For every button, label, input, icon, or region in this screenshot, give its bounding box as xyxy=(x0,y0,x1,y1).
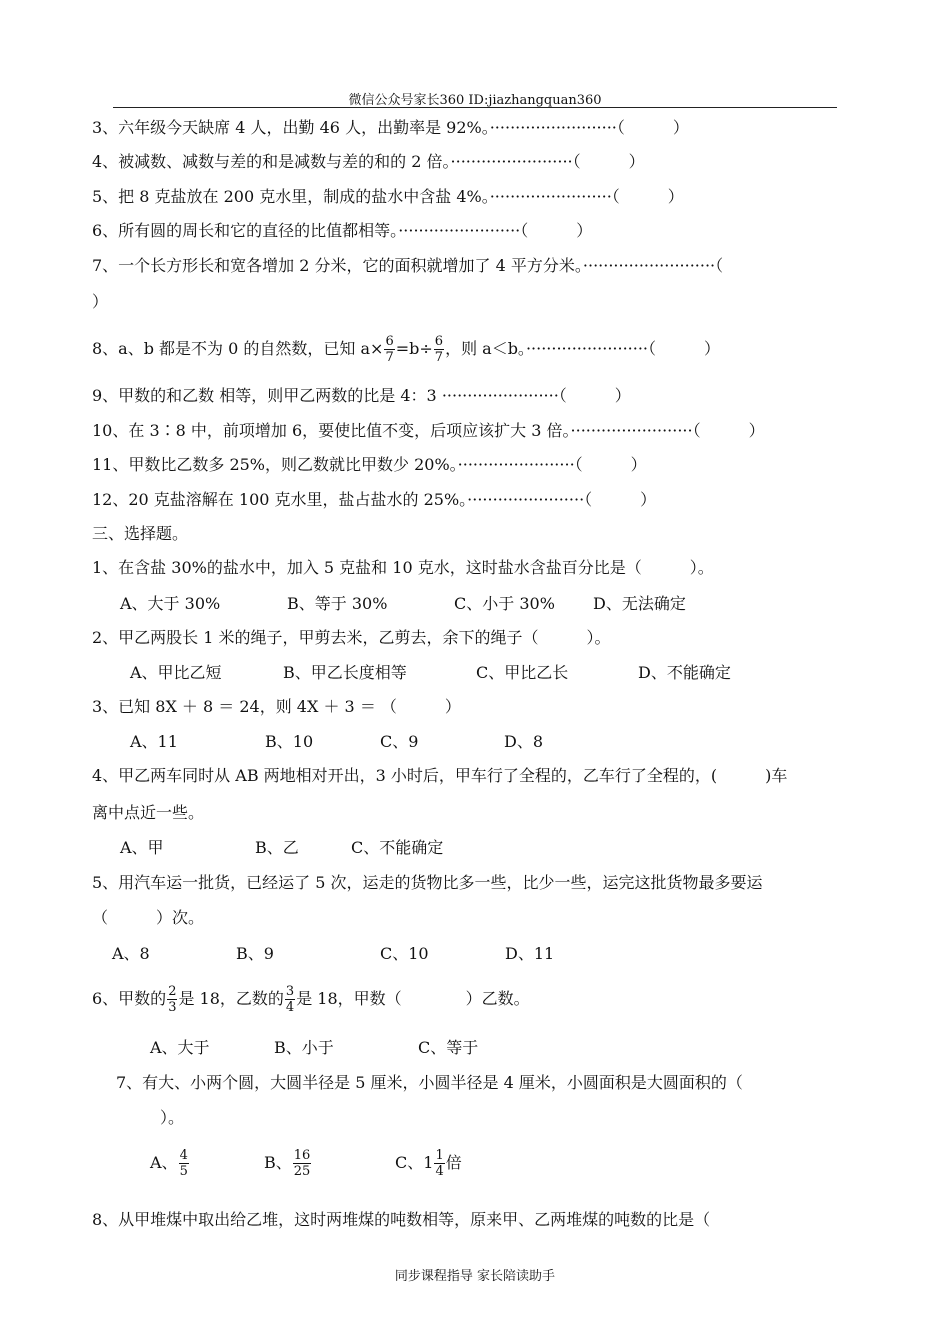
judge-item-10: 10、在 3∶8 中，前项增加 6，要使比值不变，后项应该扩大 3 倍。························（ ） xyxy=(92,421,765,440)
choice-q4-option-b: B、乙 xyxy=(255,838,299,857)
judge-item-7: 7、一个长方形长和宽各增加 2 分米，它的面积就增加了 4 平方分米。··························（ xyxy=(92,256,724,275)
choice-q4-option-c: C、不能确定 xyxy=(351,838,444,857)
fraction-6-7-b: $\frac{6}{7}$ xyxy=(434,334,444,365)
choice-q2-option-a: A、甲比乙短 xyxy=(130,663,222,682)
choice-q5-option-c: C、10 xyxy=(380,944,429,963)
choice-q2-option-d: D、不能确定 xyxy=(638,663,731,682)
section-title: 三、选择题。 xyxy=(92,524,189,543)
choice-q8-stem: 8、从甲堆煤中取出给乙堆，这时两堆煤的吨数相等，原来甲、乙两堆煤的吨数的比是（ xyxy=(92,1210,711,1229)
choice-q4-option-a: A、甲 xyxy=(120,838,164,857)
fraction-4-5: $\frac{4}{5}$ xyxy=(179,1148,188,1179)
choice-q7-stem: 7、有大、小两个圆，大圆半径是 5 厘米，小圆半径是 4 厘米，小圆面积是大圆面积的（ xyxy=(116,1073,743,1092)
choice-q6-option-b: B、小于 xyxy=(274,1038,334,1057)
choice-q1-option-a: A、大于 30% xyxy=(120,594,221,613)
choice-q5-option-a: A、8 xyxy=(112,944,150,963)
judge-item-9: 9、甲数的和乙数 相等，则甲乙两数的比是 4：3 ·······················（ ） xyxy=(92,386,631,405)
choice-q3-option-b: B、10 xyxy=(265,732,314,751)
choice-q1-option-d: D、无法确定 xyxy=(593,594,686,613)
choice-q4-stem: 4、甲乙两车同时从 AB 两地相对开出，3 小时后，甲车行了全程的，乙车行了全程的，( )车 xyxy=(92,766,788,785)
judge-item-3: 3、六年级今天缺席 4 人，出勤 46 人，出勤率是 92%。·························（ ） xyxy=(92,118,689,137)
choice-q3-option-c: C、9 xyxy=(380,732,419,751)
judge-item-5: 5、把 8 克盐放在 200 克水里，制成的盐水中含盐 4%。························（ ） xyxy=(92,187,684,206)
judge-item-4: 4、被减数、减数与差的和是减数与差的和的 2 倍。························（ ） xyxy=(92,152,645,171)
choice-q7-stem-cont: ）。 xyxy=(160,1108,185,1127)
choice-q1-option-b: B、等于 30% xyxy=(287,594,388,613)
choice-q5-stem-cont: （ ）次。 xyxy=(92,908,205,927)
judge-item-8: 8、a、b 都是不为 0 的自然数，已知 a× $\frac{6}{7}$ =b÷ $\frac{6}{7}$ ，则 a＜b。························（ ） xyxy=(92,334,721,365)
header-divider xyxy=(113,107,837,108)
choice-q5-option-b: B、9 xyxy=(236,944,274,963)
fraction-16-25: $\frac{16}{25}$ xyxy=(293,1148,311,1179)
choice-q3-option-d: D、8 xyxy=(504,732,544,751)
choice-q3-stem: 3、已知 8X ＋ 8 ＝ 24，则 4X ＋ 3 ＝ （ ） xyxy=(92,697,461,716)
choice-q6-option-a: A、大于 xyxy=(150,1038,210,1057)
judge-item-11: 11、甲数比乙数多 25%，则乙数就比甲数少 20%。·······················（ ） xyxy=(92,455,647,474)
choice-q6-stem: 6、甲数的 $\frac{2}{3}$ 是 18，乙数的 $\frac{3}{4}$ 是 18，甲数（ ）乙数。 xyxy=(92,984,530,1015)
fraction-1-4: $\frac{1}{4}$ xyxy=(435,1148,444,1179)
choice-q5-stem: 5、用汽车运一批货，已经运了 5 次，运走的货物比多一些，比少一些，运完这批货物最多要运 xyxy=(92,873,763,892)
choice-q5-option-d: D、11 xyxy=(505,944,555,963)
choice-q7-option-b: B、 $\frac{16}{25}$ xyxy=(264,1148,311,1179)
choice-q2-option-c: C、甲比乙长 xyxy=(476,663,569,682)
choice-q7-option-c: C、1 $\frac{1}{4}$ 倍 xyxy=(395,1148,462,1179)
choice-q1-stem: 1、在含盐 30%的盐水中，加入 5 克盐和 10 克水，这时盐水含盐百分比是（ ）。 xyxy=(92,558,714,577)
choice-q6-option-c: C、等于 xyxy=(418,1038,479,1057)
choice-q7-option-a: A、 $\frac{4}{5}$ xyxy=(150,1148,188,1179)
fraction-6-7-a: $\frac{6}{7}$ xyxy=(385,334,394,365)
judge-item-7-cont: ） xyxy=(92,292,109,311)
fraction-2-3: $\frac{2}{3}$ xyxy=(168,984,177,1015)
fraction-3-4: $\frac{3}{4}$ xyxy=(285,984,295,1015)
choice-q3-option-a: A、11 xyxy=(130,732,178,751)
choice-q2-option-b: B、甲乙长度相等 xyxy=(283,663,407,682)
choice-q4-stem-cont: 离中点近一些。 xyxy=(92,803,205,822)
choice-q1-option-c: C、小于 30% xyxy=(454,594,555,613)
page-footer: 同步课程指导 家长陪读助手 xyxy=(394,1269,556,1284)
judge-item-12: 12、20 克盐溶解在 100 克水里，盐占盐水的 25%。·······················（ ） xyxy=(92,490,657,509)
choice-q2-stem: 2、甲乙两股长 1 米的绳子，甲剪去米，乙剪去，余下的绳子（ ）。 xyxy=(92,628,611,647)
page-header: 微信公众号家长360 ID:jiazhangquan360 xyxy=(348,93,602,108)
judge-item-6: 6、所有圆的周长和它的直径的比值都相等。························（ ） xyxy=(92,221,593,240)
